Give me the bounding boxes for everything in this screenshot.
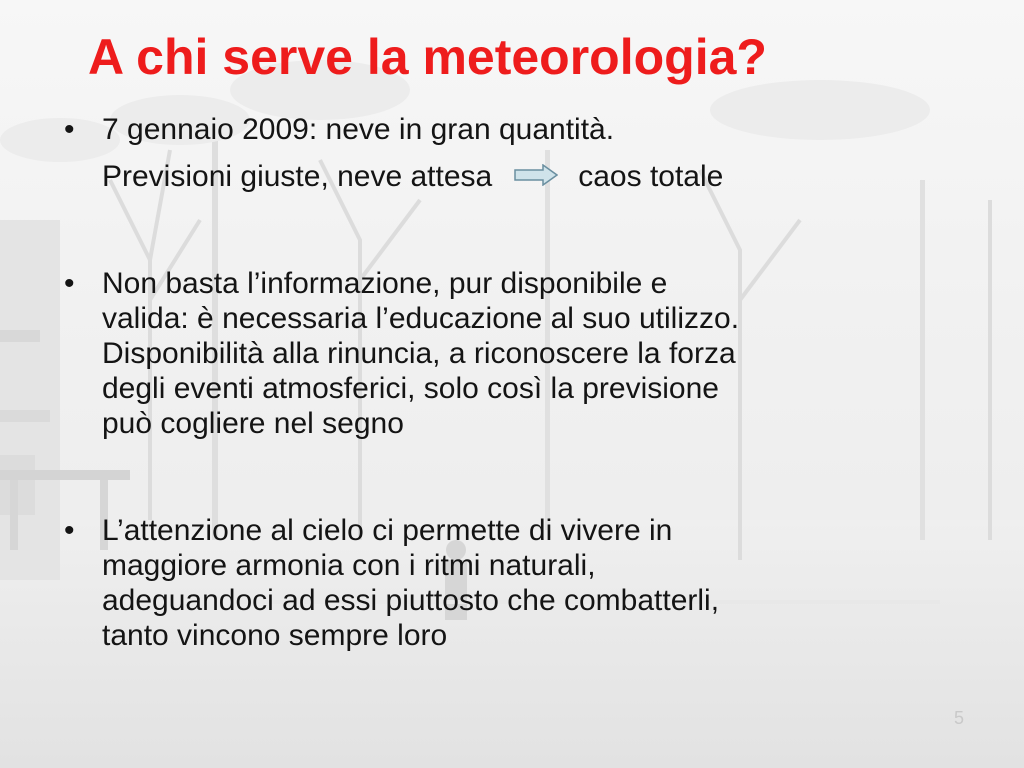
bullet-list bbox=[60, 112, 980, 653]
bullet-continuation-line bbox=[102, 159, 980, 196]
bullet-line: Non basta l’informazione, pur disponibile e bbox=[102, 266, 668, 300]
page-number: 5 bbox=[953, 708, 964, 728]
slide-title: A chi serve la meteorologia? bbox=[88, 29, 767, 85]
bullet-line: può cogliere nel segno bbox=[102, 406, 404, 440]
bullet-line: Disponibilità alla rinuncia, a riconoscere la forza bbox=[102, 336, 736, 370]
bullet-line: L’attenzione al cielo ci permette di vivere in bbox=[102, 513, 673, 547]
bullet-item bbox=[60, 112, 980, 196]
bullet-line: valida: è necessaria l’educazione al suo utilizzo. bbox=[102, 301, 740, 335]
continuation-after-arrow: caos totale bbox=[578, 160, 724, 193]
bullet-line: degli eventi atmosferici, solo così la previsione bbox=[102, 371, 719, 405]
right-arrow-icon bbox=[514, 159, 558, 194]
continuation-before-arrow: Previsioni giuste, neve attesa bbox=[102, 160, 493, 193]
bullet-marker: • bbox=[64, 113, 75, 146]
bullet-line: adeguandoci ad essi piuttosto che combatterli, bbox=[102, 583, 720, 617]
bullet-marker: • bbox=[64, 266, 75, 300]
bullet-line: maggiore armonia con i ritmi naturali, bbox=[102, 548, 596, 582]
bullet-item bbox=[60, 266, 980, 441]
bullet-marker: • bbox=[64, 513, 75, 547]
bullet-item bbox=[60, 513, 980, 653]
bullet-line: 7 gennaio 2009: neve in gran quantità. bbox=[102, 113, 615, 146]
bullet-line: tanto vincono sempre loro bbox=[102, 618, 448, 652]
